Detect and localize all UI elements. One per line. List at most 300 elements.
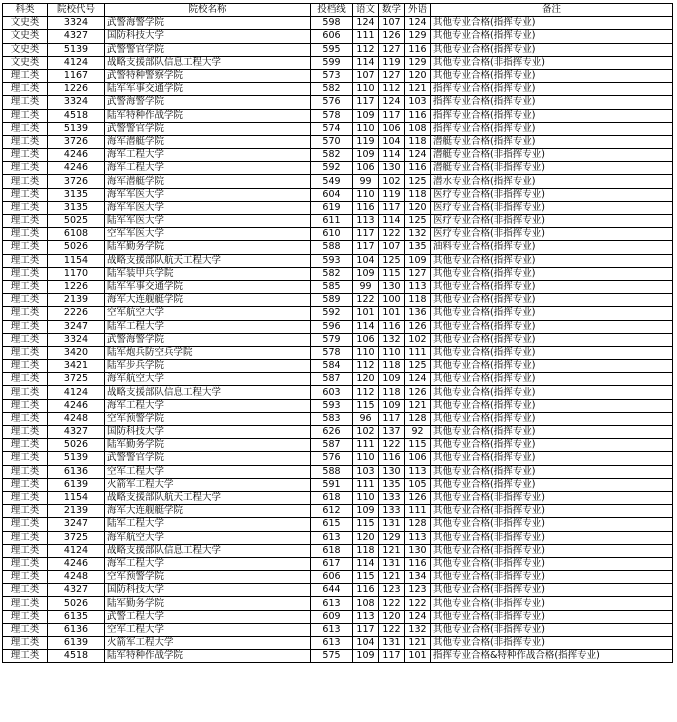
row-school-code: 3135 xyxy=(48,201,105,214)
row-math: 122 xyxy=(379,597,405,610)
row-category: 理工类 xyxy=(3,491,48,504)
row-remarks: 其他专业合格(指挥专业) xyxy=(431,360,673,373)
row-school-code: 3247 xyxy=(48,320,105,333)
row-math: 122 xyxy=(379,228,405,241)
row-remarks: 其他专业合格(非指挥专业) xyxy=(431,623,673,636)
row-math: 135 xyxy=(379,478,405,491)
row-math: 107 xyxy=(379,17,405,30)
row-category: 理工类 xyxy=(3,426,48,439)
table-row xyxy=(3,650,673,663)
row-school-code: 1154 xyxy=(48,254,105,267)
row-foreign-language: 106 xyxy=(405,452,431,465)
row-category: 理工类 xyxy=(3,412,48,425)
row-remarks: 其他专业合格(指挥专业) xyxy=(431,307,673,320)
table-row xyxy=(3,346,673,359)
row-cutoff-score: 611 xyxy=(311,215,353,228)
row-category: 理工类 xyxy=(3,531,48,544)
row-foreign-language: 125 xyxy=(405,215,431,228)
row-remarks: 其他专业合格(非指挥专业) xyxy=(431,518,673,531)
row-foreign-language: 116 xyxy=(405,109,431,122)
row-chinese: 117 xyxy=(353,241,379,254)
row-school-name: 战略支援部队信息工程大学 xyxy=(105,56,311,69)
table-row xyxy=(3,149,673,162)
row-math: 119 xyxy=(379,188,405,201)
row-school-name: 海军大连舰艇学院 xyxy=(105,294,311,307)
table-row xyxy=(3,109,673,122)
row-chinese: 116 xyxy=(353,584,379,597)
row-math: 132 xyxy=(379,333,405,346)
row-math: 112 xyxy=(379,83,405,96)
table-row xyxy=(3,557,673,570)
row-chinese: 110 xyxy=(353,346,379,359)
table-row xyxy=(3,267,673,280)
row-chinese: 113 xyxy=(353,215,379,228)
row-foreign-language: 111 xyxy=(405,346,431,359)
row-cutoff-score: 575 xyxy=(311,650,353,663)
row-school-code: 1167 xyxy=(48,69,105,82)
row-school-name: 海军工程大学 xyxy=(105,557,311,570)
table-row xyxy=(3,465,673,478)
row-cutoff-score: 582 xyxy=(311,149,353,162)
row-chinese: 99 xyxy=(353,175,379,188)
row-remarks: 其他专业合格(非指挥专业) xyxy=(431,491,673,504)
table-row xyxy=(3,320,673,333)
row-math: 116 xyxy=(379,320,405,333)
row-school-code: 5026 xyxy=(48,439,105,452)
table-row xyxy=(3,241,673,254)
row-remarks: 指挥专业合格(指挥专业) xyxy=(431,83,673,96)
row-foreign-language: 125 xyxy=(405,175,431,188)
table-row xyxy=(3,96,673,109)
row-school-code: 3725 xyxy=(48,531,105,544)
row-foreign-language: 103 xyxy=(405,96,431,109)
row-math: 122 xyxy=(379,439,405,452)
table-row xyxy=(3,254,673,267)
row-chinese: 110 xyxy=(353,452,379,465)
row-category: 理工类 xyxy=(3,241,48,254)
table-row xyxy=(3,531,673,544)
row-chinese: 104 xyxy=(353,637,379,650)
row-remarks: 指挥专业合格&特种作战合格(指挥专业) xyxy=(431,650,673,663)
row-foreign-language: 124 xyxy=(405,17,431,30)
row-category: 理工类 xyxy=(3,597,48,610)
row-cutoff-score: 584 xyxy=(311,360,353,373)
row-remarks: 医疗专业合格(非指挥专业) xyxy=(431,215,673,228)
row-chinese: 117 xyxy=(353,96,379,109)
table-row xyxy=(3,571,673,584)
row-chinese: 112 xyxy=(353,43,379,56)
row-remarks: 其他专业合格(指挥专业) xyxy=(431,373,673,386)
row-math: 126 xyxy=(379,30,405,43)
row-math: 130 xyxy=(379,465,405,478)
row-chinese: 109 xyxy=(353,267,379,280)
row-school-code: 2139 xyxy=(48,505,105,518)
row-cutoff-score: 579 xyxy=(311,333,353,346)
row-cutoff-score: 610 xyxy=(311,228,353,241)
row-cutoff-score: 613 xyxy=(311,597,353,610)
row-school-code: 3247 xyxy=(48,518,105,531)
table-row xyxy=(3,452,673,465)
row-school-code: 5139 xyxy=(48,43,105,56)
row-math: 129 xyxy=(379,531,405,544)
row-school-name: 海军大连舰艇学院 xyxy=(105,505,311,518)
row-school-code: 3421 xyxy=(48,360,105,373)
row-school-name: 陆军军医大学 xyxy=(105,215,311,228)
row-foreign-language: 126 xyxy=(405,386,431,399)
row-remarks: 其他专业合格(指挥专业) xyxy=(431,346,673,359)
row-school-name: 空军工程大学 xyxy=(105,623,311,636)
row-cutoff-score: 619 xyxy=(311,201,353,214)
row-cutoff-score: 549 xyxy=(311,175,353,188)
table-row xyxy=(3,623,673,636)
row-chinese: 111 xyxy=(353,478,379,491)
row-cutoff-score: 613 xyxy=(311,623,353,636)
row-math: 131 xyxy=(379,518,405,531)
row-remarks: 其他专业合格(指挥专业) xyxy=(431,333,673,346)
row-category: 理工类 xyxy=(3,122,48,135)
row-category: 理工类 xyxy=(3,386,48,399)
row-foreign-language: 123 xyxy=(405,584,431,597)
row-math: 133 xyxy=(379,491,405,504)
row-school-code: 3324 xyxy=(48,17,105,30)
row-cutoff-score: 591 xyxy=(311,478,353,491)
row-remarks: 潜艇专业合格(非指挥专业) xyxy=(431,149,673,162)
row-category: 理工类 xyxy=(3,267,48,280)
row-school-code: 4327 xyxy=(48,30,105,43)
row-foreign-language: 136 xyxy=(405,307,431,320)
row-math: 109 xyxy=(379,373,405,386)
row-school-code: 6139 xyxy=(48,637,105,650)
row-category: 理工类 xyxy=(3,69,48,82)
row-cutoff-score: 615 xyxy=(311,518,353,531)
row-chinese: 117 xyxy=(353,623,379,636)
row-foreign-language: 120 xyxy=(405,201,431,214)
table-row xyxy=(3,43,673,56)
row-cutoff-score: 606 xyxy=(311,30,353,43)
row-math: 119 xyxy=(379,56,405,69)
row-remarks: 其他专业合格(指挥专业) xyxy=(431,465,673,478)
row-chinese: 117 xyxy=(353,228,379,241)
header-remarks: 备注 xyxy=(431,4,673,17)
table-row xyxy=(3,333,673,346)
row-chinese: 109 xyxy=(353,505,379,518)
row-cutoff-score: 595 xyxy=(311,43,353,56)
row-school-name: 陆军勤务学院 xyxy=(105,241,311,254)
row-foreign-language: 125 xyxy=(405,360,431,373)
row-cutoff-score: 587 xyxy=(311,439,353,452)
row-foreign-language: 113 xyxy=(405,465,431,478)
row-school-name: 海军工程大学 xyxy=(105,399,311,412)
row-remarks: 指挥专业合格(指挥专业) xyxy=(431,122,673,135)
row-school-code: 4246 xyxy=(48,399,105,412)
row-foreign-language: 129 xyxy=(405,30,431,43)
table-row xyxy=(3,83,673,96)
row-school-code: 6136 xyxy=(48,623,105,636)
row-foreign-language: 116 xyxy=(405,557,431,570)
row-school-name: 武警警官学院 xyxy=(105,122,311,135)
row-school-code: 3725 xyxy=(48,373,105,386)
row-math: 116 xyxy=(379,452,405,465)
table-row xyxy=(3,215,673,228)
row-chinese: 109 xyxy=(353,109,379,122)
row-chinese: 113 xyxy=(353,610,379,623)
row-school-name: 武警特种警察学院 xyxy=(105,69,311,82)
row-school-name: 陆军工程大学 xyxy=(105,320,311,333)
row-chinese: 102 xyxy=(353,426,379,439)
table-row xyxy=(3,426,673,439)
row-foreign-language: 109 xyxy=(405,254,431,267)
row-math: 104 xyxy=(379,135,405,148)
row-remarks: 其他专业合格(非指挥专业) xyxy=(431,637,673,650)
row-remarks: 其他专业合格(指挥专业) xyxy=(431,17,673,30)
table-row xyxy=(3,439,673,452)
row-school-name: 武警警官学院 xyxy=(105,43,311,56)
row-school-name: 陆军军事交通学院 xyxy=(105,83,311,96)
row-remarks: 其他专业合格(非指挥专业) xyxy=(431,505,673,518)
row-foreign-language: 118 xyxy=(405,294,431,307)
row-cutoff-score: 589 xyxy=(311,294,353,307)
table-row xyxy=(3,30,673,43)
row-school-name: 火箭军工程大学 xyxy=(105,637,311,650)
row-math: 127 xyxy=(379,69,405,82)
row-cutoff-score: 596 xyxy=(311,320,353,333)
table-row xyxy=(3,478,673,491)
table-row xyxy=(3,584,673,597)
row-foreign-language: 130 xyxy=(405,544,431,557)
row-category: 理工类 xyxy=(3,571,48,584)
row-remarks: 其他专业合格(指挥专业) xyxy=(431,280,673,293)
header-cutoff-score: 投档线 xyxy=(311,4,353,17)
row-school-code: 3726 xyxy=(48,175,105,188)
row-chinese: 115 xyxy=(353,518,379,531)
row-math: 117 xyxy=(379,201,405,214)
row-foreign-language: 122 xyxy=(405,597,431,610)
row-category: 理工类 xyxy=(3,333,48,346)
admission-table-container xyxy=(2,3,673,663)
row-remarks: 其他专业合格(非指挥专业) xyxy=(431,531,673,544)
row-math: 101 xyxy=(379,307,405,320)
row-chinese: 101 xyxy=(353,307,379,320)
table-row xyxy=(3,122,673,135)
row-school-code: 1170 xyxy=(48,267,105,280)
row-school-code: 5026 xyxy=(48,241,105,254)
row-foreign-language: 92 xyxy=(405,426,431,439)
table-row xyxy=(3,69,673,82)
header-school-code: 院校代号 xyxy=(48,4,105,17)
row-cutoff-score: 576 xyxy=(311,452,353,465)
row-foreign-language: 101 xyxy=(405,650,431,663)
row-chinese: 106 xyxy=(353,162,379,175)
row-school-code: 2226 xyxy=(48,307,105,320)
row-school-name: 战略支援部队信息工程大学 xyxy=(105,386,311,399)
row-remarks: 其他专业合格(指挥专业) xyxy=(431,267,673,280)
row-school-name: 陆军装甲兵学院 xyxy=(105,267,311,280)
row-foreign-language: 129 xyxy=(405,56,431,69)
row-remarks: 其他专业合格(指挥专业) xyxy=(431,320,673,333)
row-school-name: 国防科技大学 xyxy=(105,584,311,597)
row-category: 理工类 xyxy=(3,518,48,531)
row-school-name: 陆军炮兵防空兵学院 xyxy=(105,346,311,359)
row-foreign-language: 121 xyxy=(405,637,431,650)
row-chinese: 111 xyxy=(353,30,379,43)
row-cutoff-score: 626 xyxy=(311,426,353,439)
row-school-code: 3420 xyxy=(48,346,105,359)
row-school-name: 战略支援部队信息工程大学 xyxy=(105,544,311,557)
table-row xyxy=(3,637,673,650)
table-row xyxy=(3,610,673,623)
row-remarks: 其他专业合格(指挥专业) xyxy=(431,439,673,452)
header-school-name: 院校名称 xyxy=(105,4,311,17)
row-math: 130 xyxy=(379,162,405,175)
table-row xyxy=(3,280,673,293)
row-school-code: 6139 xyxy=(48,478,105,491)
row-chinese: 99 xyxy=(353,280,379,293)
table-row xyxy=(3,188,673,201)
row-cutoff-score: 618 xyxy=(311,491,353,504)
row-chinese: 114 xyxy=(353,56,379,69)
row-school-code: 3324 xyxy=(48,333,105,346)
row-cutoff-score: 583 xyxy=(311,412,353,425)
row-school-name: 陆军特种作战学院 xyxy=(105,650,311,663)
row-school-name: 武警海警学院 xyxy=(105,333,311,346)
row-chinese: 116 xyxy=(353,201,379,214)
row-school-name: 陆军军事交通学院 xyxy=(105,280,311,293)
row-cutoff-score: 613 xyxy=(311,531,353,544)
row-school-code: 4124 xyxy=(48,386,105,399)
table-row xyxy=(3,597,673,610)
table-row xyxy=(3,373,673,386)
row-foreign-language: 127 xyxy=(405,267,431,280)
row-school-code: 4124 xyxy=(48,544,105,557)
row-category: 理工类 xyxy=(3,175,48,188)
row-category: 理工类 xyxy=(3,215,48,228)
row-cutoff-score: 613 xyxy=(311,637,353,650)
row-school-name: 武警海警学院 xyxy=(105,96,311,109)
row-remarks: 其他专业合格(指挥专业) xyxy=(431,452,673,465)
row-school-name: 海军航空大学 xyxy=(105,531,311,544)
row-school-name: 陆军特种作战学院 xyxy=(105,109,311,122)
table-row xyxy=(3,56,673,69)
row-foreign-language: 126 xyxy=(405,320,431,333)
row-math: 114 xyxy=(379,149,405,162)
row-remarks: 其他专业合格(非指挥专业) xyxy=(431,597,673,610)
row-school-code: 4124 xyxy=(48,56,105,69)
row-math: 123 xyxy=(379,584,405,597)
row-remarks: 其他专业合格(指挥专业) xyxy=(431,43,673,56)
row-cutoff-score: 598 xyxy=(311,17,353,30)
row-foreign-language: 113 xyxy=(405,531,431,544)
row-category: 理工类 xyxy=(3,478,48,491)
row-remarks: 指挥专业合格(指挥专业) xyxy=(431,96,673,109)
row-school-code: 4327 xyxy=(48,426,105,439)
header-category: 科类 xyxy=(3,4,48,17)
row-cutoff-score: 588 xyxy=(311,241,353,254)
row-school-name: 武警警官学院 xyxy=(105,452,311,465)
row-chinese: 110 xyxy=(353,83,379,96)
row-remarks: 指挥专业合格(指挥专业) xyxy=(431,109,673,122)
row-foreign-language: 135 xyxy=(405,241,431,254)
row-math: 120 xyxy=(379,610,405,623)
row-cutoff-score: 582 xyxy=(311,267,353,280)
row-remarks: 其他专业合格(指挥专业) xyxy=(431,30,673,43)
table-row xyxy=(3,360,673,373)
row-cutoff-score: 588 xyxy=(311,465,353,478)
row-chinese: 114 xyxy=(353,320,379,333)
row-math: 100 xyxy=(379,294,405,307)
row-cutoff-score: 578 xyxy=(311,346,353,359)
row-foreign-language: 128 xyxy=(405,518,431,531)
row-school-name: 武警海警学院 xyxy=(105,17,311,30)
row-category: 理工类 xyxy=(3,320,48,333)
row-remarks: 其他专业合格(非指挥专业) xyxy=(431,610,673,623)
table-row xyxy=(3,201,673,214)
row-category: 理工类 xyxy=(3,544,48,557)
row-school-code: 4248 xyxy=(48,571,105,584)
row-category: 理工类 xyxy=(3,360,48,373)
row-foreign-language: 105 xyxy=(405,478,431,491)
row-math: 118 xyxy=(379,386,405,399)
row-cutoff-score: 606 xyxy=(311,571,353,584)
row-category: 理工类 xyxy=(3,149,48,162)
row-cutoff-score: 592 xyxy=(311,307,353,320)
row-remarks: 其他专业合格(非指挥专业) xyxy=(431,571,673,584)
table-row xyxy=(3,505,673,518)
table-row xyxy=(3,518,673,531)
row-foreign-language: 102 xyxy=(405,333,431,346)
row-school-name: 空军航空大学 xyxy=(105,307,311,320)
row-foreign-language: 126 xyxy=(405,491,431,504)
header-foreign-language: 外语 xyxy=(405,4,431,17)
row-category: 理工类 xyxy=(3,135,48,148)
row-cutoff-score: 612 xyxy=(311,505,353,518)
row-category: 理工类 xyxy=(3,294,48,307)
row-foreign-language: 124 xyxy=(405,149,431,162)
row-cutoff-score: 585 xyxy=(311,280,353,293)
row-remarks: 其他专业合格(指挥专业) xyxy=(431,412,673,425)
row-category: 理工类 xyxy=(3,399,48,412)
row-chinese: 109 xyxy=(353,650,379,663)
row-chinese: 112 xyxy=(353,360,379,373)
row-cutoff-score: 582 xyxy=(311,83,353,96)
table-row xyxy=(3,17,673,30)
table-row xyxy=(3,307,673,320)
row-school-name: 海军工程大学 xyxy=(105,162,311,175)
row-remarks: 其他专业合格(非指挥专业) xyxy=(431,584,673,597)
row-category: 理工类 xyxy=(3,465,48,478)
row-math: 127 xyxy=(379,43,405,56)
row-chinese: 110 xyxy=(353,491,379,504)
row-category: 理工类 xyxy=(3,346,48,359)
table-row xyxy=(3,228,673,241)
row-foreign-language: 124 xyxy=(405,373,431,386)
row-cutoff-score: 603 xyxy=(311,386,353,399)
table-row xyxy=(3,412,673,425)
row-remarks: 其他专业合格(指挥专业) xyxy=(431,69,673,82)
row-remarks: 油料专业合格(指挥专业) xyxy=(431,241,673,254)
row-category: 文史类 xyxy=(3,56,48,69)
row-remarks: 潜水专业合格(指挥专业) xyxy=(431,175,673,188)
row-math: 137 xyxy=(379,426,405,439)
row-school-name: 空军军医大学 xyxy=(105,228,311,241)
row-chinese: 106 xyxy=(353,333,379,346)
row-remarks: 其他专业合格(指挥专业) xyxy=(431,254,673,267)
row-school-code: 4327 xyxy=(48,584,105,597)
row-school-code: 1226 xyxy=(48,280,105,293)
row-school-name: 武警工程大学 xyxy=(105,610,311,623)
row-category: 理工类 xyxy=(3,254,48,267)
row-chinese: 120 xyxy=(353,373,379,386)
row-foreign-language: 118 xyxy=(405,135,431,148)
